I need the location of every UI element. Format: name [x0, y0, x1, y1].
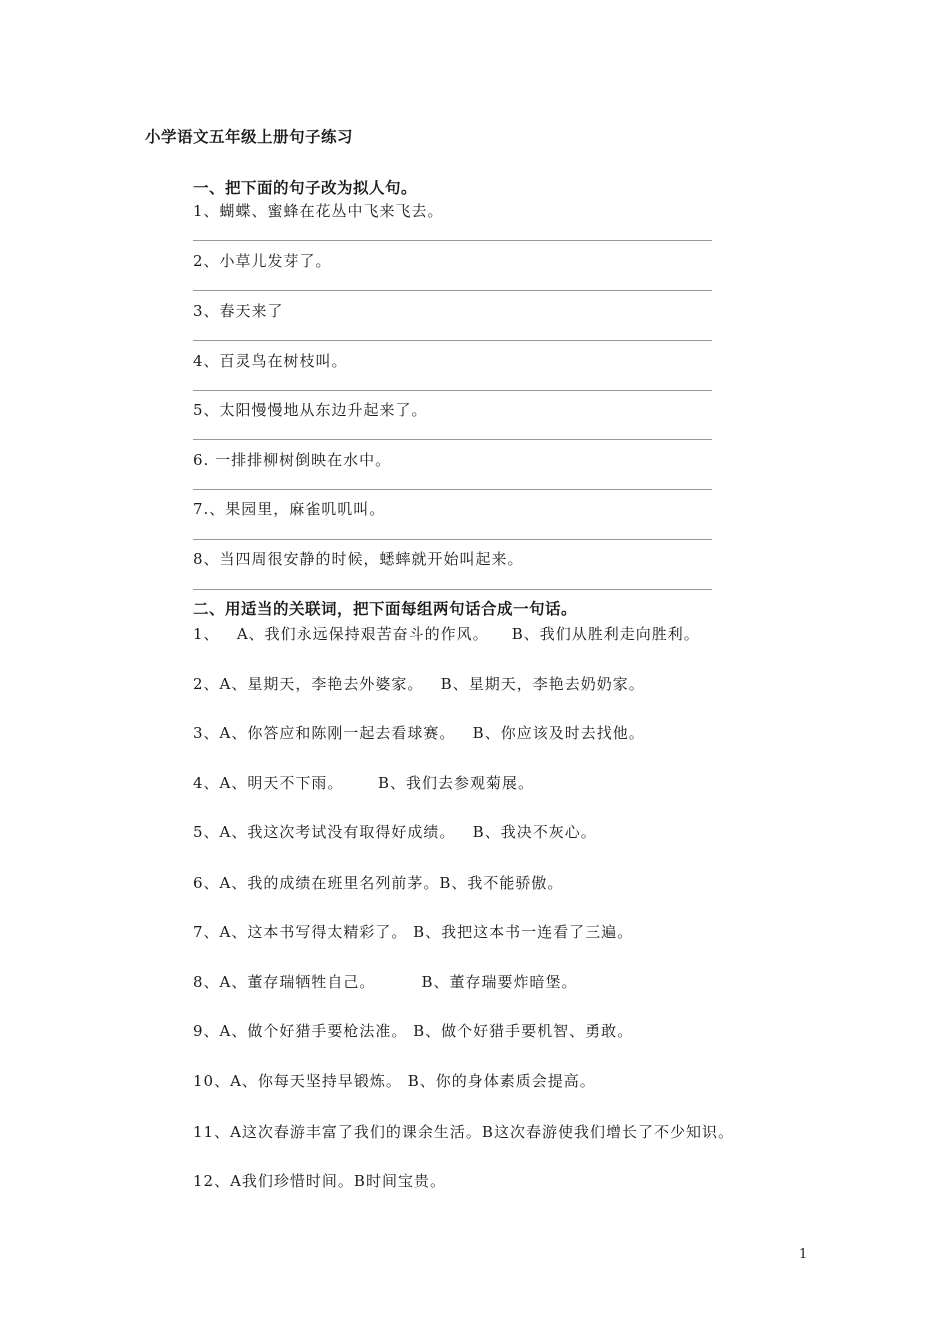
exercise-2-item: 8、A、董存瑞牺牲自己。 B、董存瑞要炸暗堡。 — [193, 973, 578, 991]
exercise-1-item: 8、当四周很安静的时候，蟋蟀就开始叫起来。 — [193, 550, 524, 568]
section-2-heading: 二、用适当的关联词，把下面每组两句话合成一句话。 — [193, 600, 578, 618]
answer-line — [193, 539, 712, 540]
exercise-1-item: 3、春天来了 — [193, 302, 284, 320]
answer-line — [193, 290, 712, 291]
exercise-1-item: 6. 一排排柳树倒映在水中。 — [193, 451, 392, 469]
exercise-2-item: 11、A这次春游丰富了我们的课余生活。B这次春游使我们增长了不少知识。 — [193, 1123, 734, 1141]
answer-line — [193, 240, 712, 241]
answer-line — [193, 489, 712, 490]
page-title: 小学语文五年级上册句子练习 — [145, 128, 354, 146]
section-1-heading: 一、把下面的句子改为拟人句。 — [193, 179, 418, 197]
exercise-2-item: 3、A、你答应和陈刚一起去看球赛。 B、你应该及时去找他。 — [193, 724, 645, 742]
answer-line — [193, 589, 712, 590]
exercise-2-item: 1、 A、我们永远保持艰苦奋斗的作风。 B、我们从胜利走向胜利。 — [193, 625, 700, 643]
exercise-1-item: 1、蝴蝶、蜜蜂在花丛中飞来飞去。 — [193, 202, 444, 220]
exercise-2-item: 12、A我们珍惜时间。B时间宝贵。 — [193, 1172, 446, 1190]
exercise-2-item: 7、A、这本书写得太精彩了。 B、我把这本书一连看了三遍。 — [193, 923, 634, 941]
page-number: 1 — [799, 1247, 808, 1262]
exercise-2-item: 9、A、做个好猎手要枪法准。 B、做个好猎手要机智、勇敢。 — [193, 1022, 634, 1040]
exercise-2-item: 6、A、我的成绩在班里名列前茅。B、我不能骄傲。 — [193, 874, 564, 892]
exercise-2-item: 10、A、你每天坚持早锻炼。 B、你的身体素质会提高。 — [193, 1072, 596, 1090]
answer-line — [193, 390, 712, 391]
answer-line — [193, 439, 712, 440]
exercise-2-item: 4、A、明天不下雨。 B、我们去参观菊展。 — [193, 774, 535, 792]
exercise-1-item: 7.、果园里，麻雀叽叽叫。 — [193, 500, 386, 518]
exercise-2-item: 5、A、我这次考试没有取得好成绩。 B、我决不灰心。 — [193, 823, 597, 841]
exercise-1-item: 4、百灵鸟在树枝叫。 — [193, 352, 348, 370]
exercise-2-item: 2、A、星期天，李艳去外婆家。 B、星期天，李艳去奶奶家。 — [193, 675, 645, 693]
exercise-1-item: 2、小草儿发芽了。 — [193, 252, 332, 270]
exercise-1-item: 5、太阳慢慢地从东边升起来了。 — [193, 401, 428, 419]
answer-line — [193, 340, 712, 341]
